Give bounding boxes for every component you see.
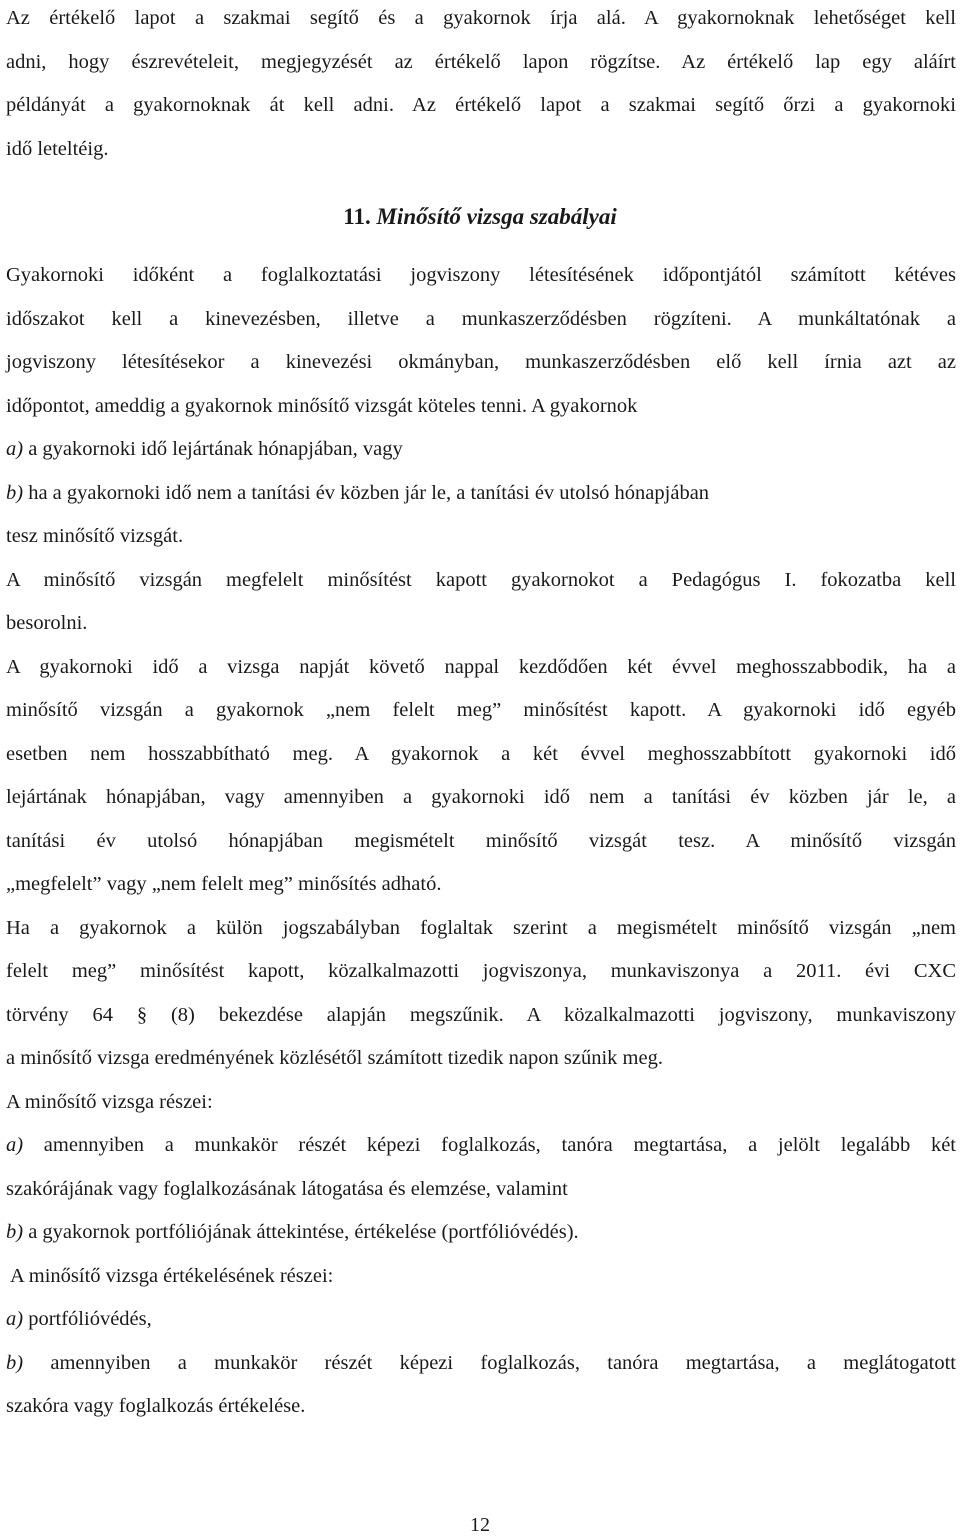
eval-heading: A minősítő vizsga értékelésének részei: <box>6 1264 334 1287</box>
list-item-text: a gyakornok portfóliójának áttekintése, értékelése (portfólióvédés). <box>23 1221 579 1243</box>
section-number: 11. <box>343 204 371 229</box>
text-line: példányát a gyakornoknak át kell adni. Az értékelő lapot a szakmai segítő őrzi a gyakornoki <box>6 94 956 116</box>
list-item-text: ha a gyakornoki idő nem a tanítási év közben jár le, a tanítási év utolsó hónapjában <box>23 481 710 504</box>
list-marker: b) <box>6 1221 24 1243</box>
list-item <box>6 428 956 472</box>
list-item <box>6 1298 956 1342</box>
list-item-continuation: szakórájának vagy foglalkozásának látogatása és elemzése, valamint <box>6 1177 568 1200</box>
text-line: lejártának hónapjában, vagy amennyiben a gyakornoki idő nem a tanítási év közben jár le, a <box>6 786 956 808</box>
text-line: besorolni. <box>6 612 88 634</box>
list-item-text: amennyiben a munkakör részét képezi foglalkozás, tanóra megtartása, a jelölt legalább két <box>23 1134 956 1156</box>
text-line: A minősítő vizsgán megfelelt minősítést kapott gyakornokot a Pedagógus I. fokozatba kell <box>6 568 956 591</box>
list-marker: a) <box>6 1134 24 1156</box>
list-marker: b) <box>6 1351 24 1374</box>
text-line: Ha a gyakornok a külön jogszabályban foglaltak szerint a megismételt minősítő vizsgán „nem <box>6 916 956 939</box>
section-heading <box>0 195 960 239</box>
list-item-text: a gyakornoki idő lejártának hónapjában, vagy <box>23 438 403 460</box>
text-line: tanítási év utolsó hónapjában megismételt minősítő vizsgát tesz. A minősítő vizsgán <box>6 829 956 852</box>
list-item <box>6 1211 956 1255</box>
text-line: „megfelelt” vagy „nem felelt meg” minősítés adható. <box>6 873 442 895</box>
list-marker: b) <box>6 481 24 504</box>
list-item <box>6 1124 956 1168</box>
text-line: minősítő vizsgán a gyakornok „nem felelt meg” minősítést kapott. A gyakornoki idő egyéb <box>6 699 956 721</box>
text-line: tesz minősítő vizsgát. <box>6 525 184 547</box>
parts-heading: A minősítő vizsga részei: <box>6 1090 213 1113</box>
intro-paragraph <box>6 0 956 171</box>
text-line: időpontot, ameddig a gyakornok minősítő vizsgát köteles tenni. A gyakornok <box>6 394 638 417</box>
text-line: adni, hogy észrevételeit, megjegyzését az értékelő lapon rögzítse. Az értékelő lap egy aláírt <box>6 50 956 73</box>
text-line: a minősítő vizsga eredményének közlésétől számított tizedik napon szűnik meg. <box>6 1047 663 1069</box>
text-line: időszakot kell a kinevezésben, illetve a munkaszerződésben rögzíteni. A munkáltatónak a <box>6 307 956 330</box>
text-line: Gyakornoki időként a foglalkoztatási jogviszony létesítésének időpontjától számított kétéves <box>6 264 956 286</box>
text-line: A gyakornoki idő a vizsga napját követő nappal kezdődően két évvel meghosszabbodik, ha a <box>6 655 956 678</box>
section-title: Minősítő vizsga szabályai <box>376 204 617 229</box>
list-item-text: amennyiben a munkakör részét képezi foglalkozás, tanóra megtartása, a meglátogatott <box>23 1351 956 1374</box>
list-item-text: portfólióvédés, <box>23 1308 152 1330</box>
list-item-continuation: szakóra vagy foglalkozás értékelése. <box>6 1395 306 1417</box>
list-item <box>6 472 956 516</box>
text-line: jogviszony létesítésekor a kinevezési okmányban, munkaszerződésben elő kell írnia azt az <box>6 351 956 373</box>
text-line: törvény 64 § (8) bekezdése alapján megszűnik. A közalkalmazotti jogviszony, munkaviszony <box>6 1003 956 1026</box>
list-marker: a) <box>6 1308 24 1330</box>
list-item <box>6 1342 956 1386</box>
text-line: felelt meg” minősítést kapott, közalkalmazotti jogviszonya, munkaviszonya a 2011. évi CXC <box>6 960 956 982</box>
text-line: esetben nem hosszabbítható meg. A gyakornok a két évvel meghosszabbított gyakornoki idő <box>6 742 956 765</box>
list-marker: a) <box>6 438 24 460</box>
text-line: idő leteltéig. <box>6 137 109 160</box>
text-line: Az értékelő lapot a szakmai segítő és a gyakornok írja alá. A gyakornoknak lehetőséget kell <box>6 7 956 29</box>
page-number: 12 <box>470 1514 490 1536</box>
section-body <box>6 254 956 1429</box>
